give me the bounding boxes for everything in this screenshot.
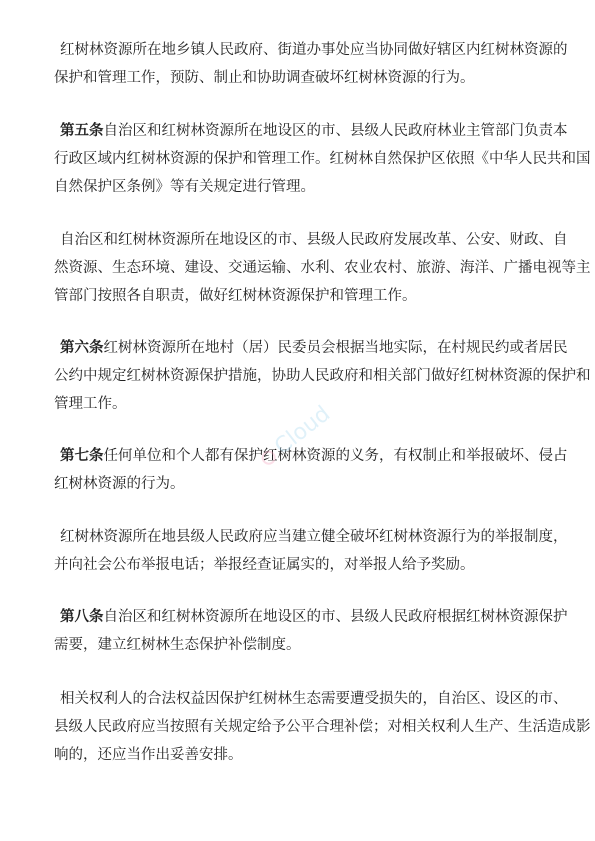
paragraph-line: 公约中规定红树林资源保护措施，协助人民政府和相关部门做好红树林资源的保护和 <box>54 368 591 384</box>
article-text: 自治区和红树林资源所在地设区的市、县级人民政府林业主管部门负责本 <box>103 123 568 139</box>
article-number: 第八条 <box>60 609 104 625</box>
paragraph-line: 红树林资源的行为。 <box>54 476 185 492</box>
article-text: 自治区和红树林资源所在地设区的市、县级人民政府根据红树林资源保护 <box>103 609 568 625</box>
paragraph-line: 管部门按照各自职责，做好红树林资源保护和管理工作。 <box>54 288 417 304</box>
paragraph-line <box>60 442 568 470</box>
paragraph-line: 并向社会公布举报电话；举报经查证属实的，对举报人给予奖励。 <box>54 557 475 573</box>
article-number: 第七条 <box>60 448 104 464</box>
paragraph-line: 响的，还应当作出妥善安排。 <box>54 747 243 763</box>
article-text: 红树林资源所在地村（居）民委员会根据当地实际，在村规民约或者居民 <box>103 340 568 356</box>
article-text: 任何单位和个人都有保护红树林资源的义务，有权制止和举报破坏、侵占 <box>103 448 568 464</box>
paragraph-line: 县级人民政府应当按照有关规定给予公平合理补偿；对相关权利人生产、生活造成影 <box>54 719 591 735</box>
paragraph-line: 行政区域内红树林资源的保护和管理工作。红树林自然保护区依照《中华人民共和国 <box>54 151 591 167</box>
paragraph-6 <box>54 523 568 579</box>
article-8 <box>54 603 568 659</box>
article-6 <box>54 334 591 418</box>
paragraph-8 <box>54 685 591 769</box>
paragraph-line <box>60 334 568 362</box>
paragraph-3 <box>54 226 591 310</box>
paragraph-line: 自治区和红树林资源所在地设区的市、县级人民政府发展改革、公安、财政、自 <box>60 232 568 248</box>
paragraph-line: 需要，建立红树林生态保护补偿制度。 <box>54 637 301 653</box>
paragraph-line: 红树林资源所在地乡镇人民政府、街道办事处应当协同做好辖区内红树林资源的 <box>60 42 568 58</box>
article-number: 第五条 <box>60 123 104 139</box>
paragraph-line: 然资源、生态环境、建设、交通运输、水利、农业农村、旅游、海洋、广播电视等主 <box>54 260 591 276</box>
paragraph-1 <box>54 36 568 92</box>
article-5 <box>54 117 591 201</box>
watermark-text: Cloud <box>270 401 336 460</box>
paragraph-line: 红树林资源所在地县级人民政府应当建立健全破坏红树林资源行为的举报制度， <box>60 529 568 545</box>
paragraph-line: 相关权利人的合法权益因保护红树林生态需要遭受损失的，自治区、设区的市、 <box>60 691 568 707</box>
paragraph-line: 自然保护区条例》等有关规定进行管理。 <box>54 179 315 195</box>
article-number: 第六条 <box>60 340 104 356</box>
paragraph-line <box>60 603 568 631</box>
paragraph-line: 管理工作。 <box>54 396 127 412</box>
paragraph-line: 保护和管理工作，预防、制止和协助调查破坏红树林资源的行为。 <box>54 70 475 86</box>
article-7 <box>54 442 568 498</box>
paragraph-line <box>60 117 568 145</box>
